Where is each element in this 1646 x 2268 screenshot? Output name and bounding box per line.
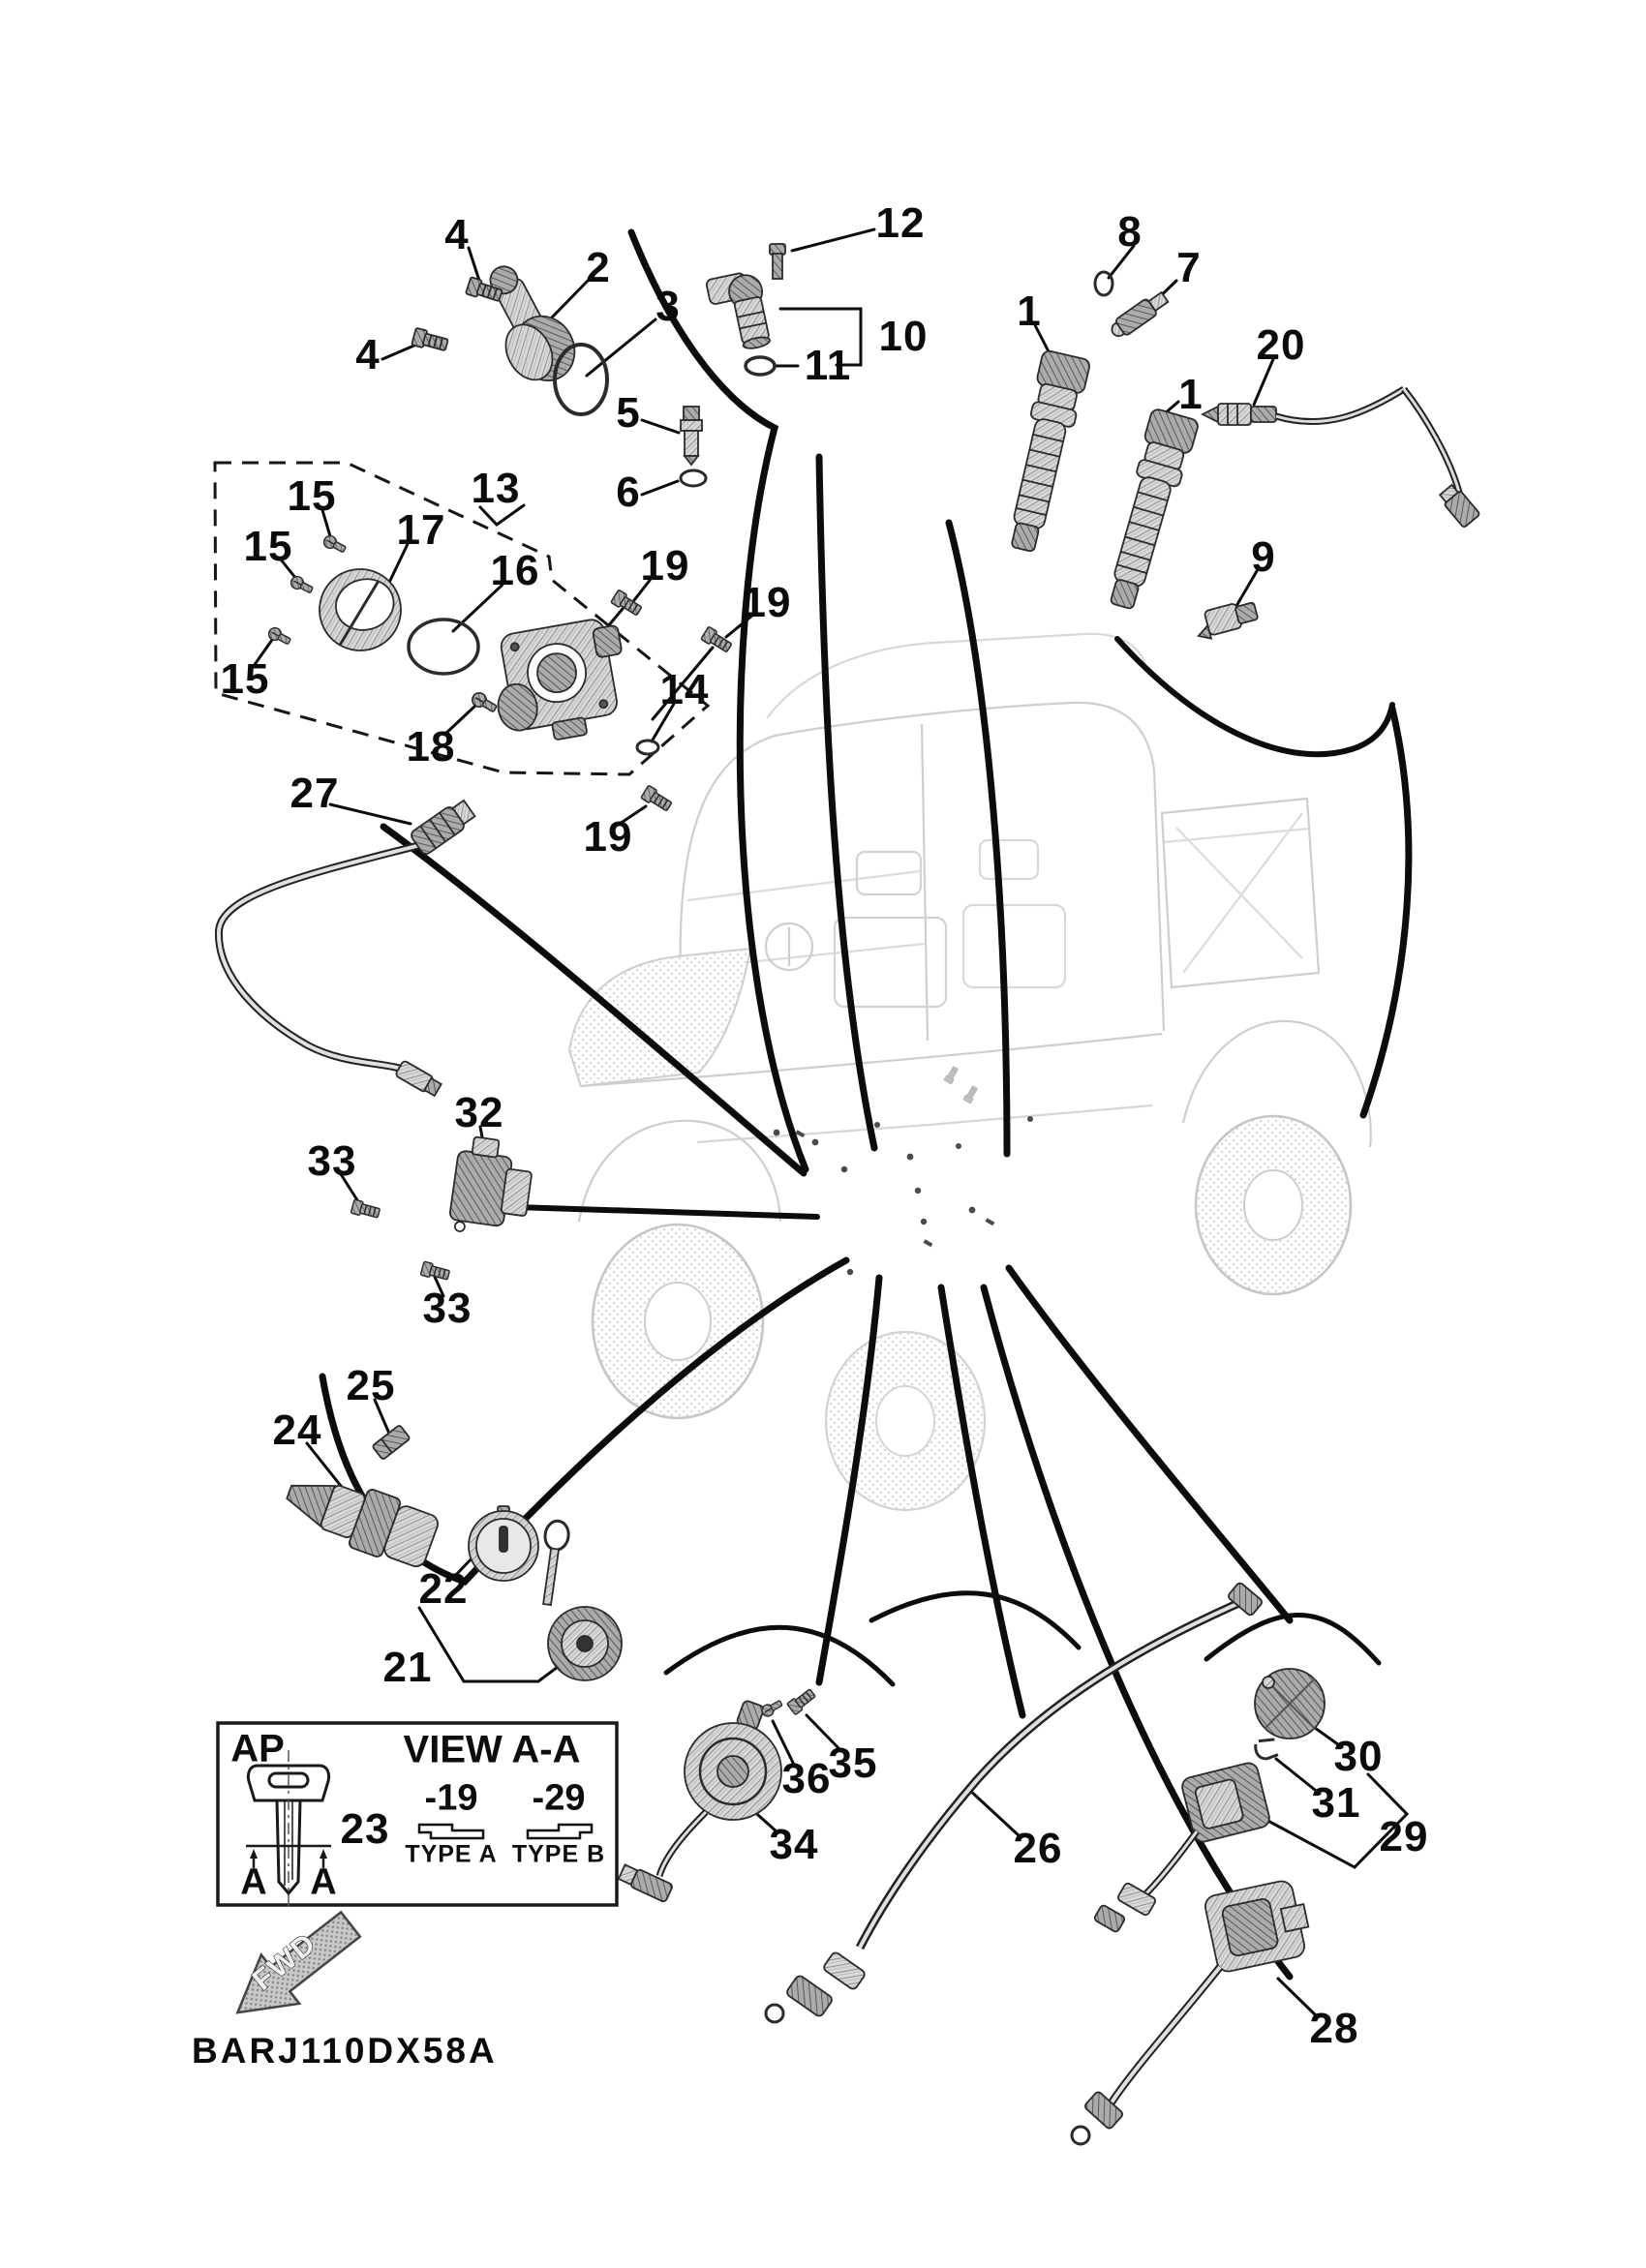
part-callout-27: 27 xyxy=(290,770,340,817)
switch-7-sketch xyxy=(1108,289,1171,342)
part-callout-25: 25 xyxy=(346,1362,396,1409)
part-callout-15: 15 xyxy=(287,472,337,520)
cam-position-sensor-sketch xyxy=(469,253,586,395)
part-callout-26: 26 xyxy=(1013,1825,1063,1872)
o-ring-8-sketch xyxy=(1095,272,1113,295)
legend-type-b-num: -29 xyxy=(532,1777,586,1819)
main-switch-24-sketch xyxy=(279,1463,442,1572)
tps-screw-18-sketch xyxy=(470,690,499,715)
part-callout-1: 1 xyxy=(1178,371,1204,418)
part-callout-13: 13 xyxy=(471,465,521,512)
part-callout-16: 16 xyxy=(490,547,540,594)
part-callout-1: 1 xyxy=(1017,287,1042,335)
part-callout-10: 10 xyxy=(878,313,929,360)
part-callout-7: 7 xyxy=(1176,244,1202,291)
part-callout-12: 12 xyxy=(875,199,926,247)
horn-screw-36-sketch xyxy=(760,1698,784,1718)
horn-34-sketch xyxy=(618,1700,781,1902)
wire-lead-27-sketch xyxy=(219,798,477,1098)
ignition-coil-1-sketch xyxy=(999,349,1091,555)
fwd-label: FWD xyxy=(246,1926,323,1997)
part-callout-34: 34 xyxy=(769,1821,819,1868)
o-ring-16-sketch xyxy=(409,620,478,674)
part-callout-36: 36 xyxy=(781,1755,832,1802)
oxygen-sensor-sketch xyxy=(1203,389,1480,528)
clip-25-sketch xyxy=(372,1425,410,1460)
throttle-bolts-19-sketch xyxy=(611,590,733,813)
bracket-bolts-33-sketch xyxy=(351,1199,450,1282)
part-callout-5: 5 xyxy=(616,389,641,437)
part-callout-4: 4 xyxy=(355,331,381,378)
washer-14-sketch xyxy=(637,741,658,754)
legend-type-b-label: TYPE B xyxy=(511,1840,606,1868)
part-callout-24: 24 xyxy=(272,1406,322,1454)
sensor-bolt-12-sketch xyxy=(770,244,785,279)
intake-funnel-sketch xyxy=(311,560,411,660)
part-callout-22: 22 xyxy=(418,1565,469,1613)
part-callout-2: 2 xyxy=(586,244,611,291)
flange-bolts-sketch xyxy=(412,277,503,353)
drawing-code: BARJ110DX58A xyxy=(192,2031,498,2071)
part-callout-3: 3 xyxy=(655,283,681,330)
part-callout-8: 8 xyxy=(1117,208,1143,256)
part-callout-21: 21 xyxy=(382,1644,433,1691)
part-callout-30: 30 xyxy=(1333,1733,1384,1780)
o-ring-11-sketch xyxy=(746,357,775,375)
part-callout-17: 17 xyxy=(396,506,446,554)
leader-curves xyxy=(322,232,1409,1977)
part-callout-19: 19 xyxy=(583,813,633,861)
crank-sensor-sketch xyxy=(706,269,774,355)
o-ring-3-sketch xyxy=(555,345,607,414)
part-callout-19: 19 xyxy=(640,542,690,590)
part-callout-35: 35 xyxy=(828,1739,878,1787)
part-callout-9: 9 xyxy=(1251,533,1276,581)
legend-type-a-num: -19 xyxy=(424,1777,478,1819)
part-callout-28: 28 xyxy=(1309,2005,1359,2052)
part-callout-31: 31 xyxy=(1311,1779,1361,1827)
part-callout-6: 6 xyxy=(616,469,641,516)
part-callout-18: 18 xyxy=(406,723,456,771)
lock-cylinder-21-sketch xyxy=(535,1520,622,1680)
part-callout-29: 29 xyxy=(1379,1813,1429,1860)
part-callout-4: 4 xyxy=(444,211,470,258)
dashed-group-outline xyxy=(215,463,708,774)
legend-ap-label: AP xyxy=(230,1727,285,1770)
part-location-marks xyxy=(774,1116,1033,1275)
legend-section-a-left: A xyxy=(240,1861,267,1903)
legend-type-a-label: TYPE A xyxy=(405,1840,498,1868)
part-callout-23: 23 xyxy=(340,1805,390,1853)
part-callout-15: 15 xyxy=(220,655,270,703)
part-callout-32: 32 xyxy=(454,1089,504,1136)
legend-section-a-right: A xyxy=(310,1861,337,1903)
part-callout-33: 33 xyxy=(422,1285,472,1332)
part-callout-14: 14 xyxy=(659,666,710,713)
washer-6-sketch xyxy=(681,470,706,486)
part-callout-15: 15 xyxy=(243,523,293,570)
part-callout-33: 33 xyxy=(307,1137,357,1185)
part-callout-11: 11 xyxy=(804,342,852,389)
pressure-sensor-9-sketch xyxy=(1193,598,1260,642)
throttle-body-sketch xyxy=(486,616,635,749)
temp-sensor-sketch xyxy=(681,407,702,465)
cap-30-sketch xyxy=(1255,1669,1325,1739)
part-callout-20: 20 xyxy=(1256,321,1306,369)
solenoid-32-sketch xyxy=(447,1134,535,1240)
part-callout-19: 19 xyxy=(742,579,792,626)
legend-view-label: VIEW A-A xyxy=(403,1728,581,1771)
fwd-arrow-icon xyxy=(219,1900,370,2038)
horn-bolt-35-sketch xyxy=(787,1687,817,1715)
ignition-coil-2-sketch xyxy=(1098,408,1200,613)
